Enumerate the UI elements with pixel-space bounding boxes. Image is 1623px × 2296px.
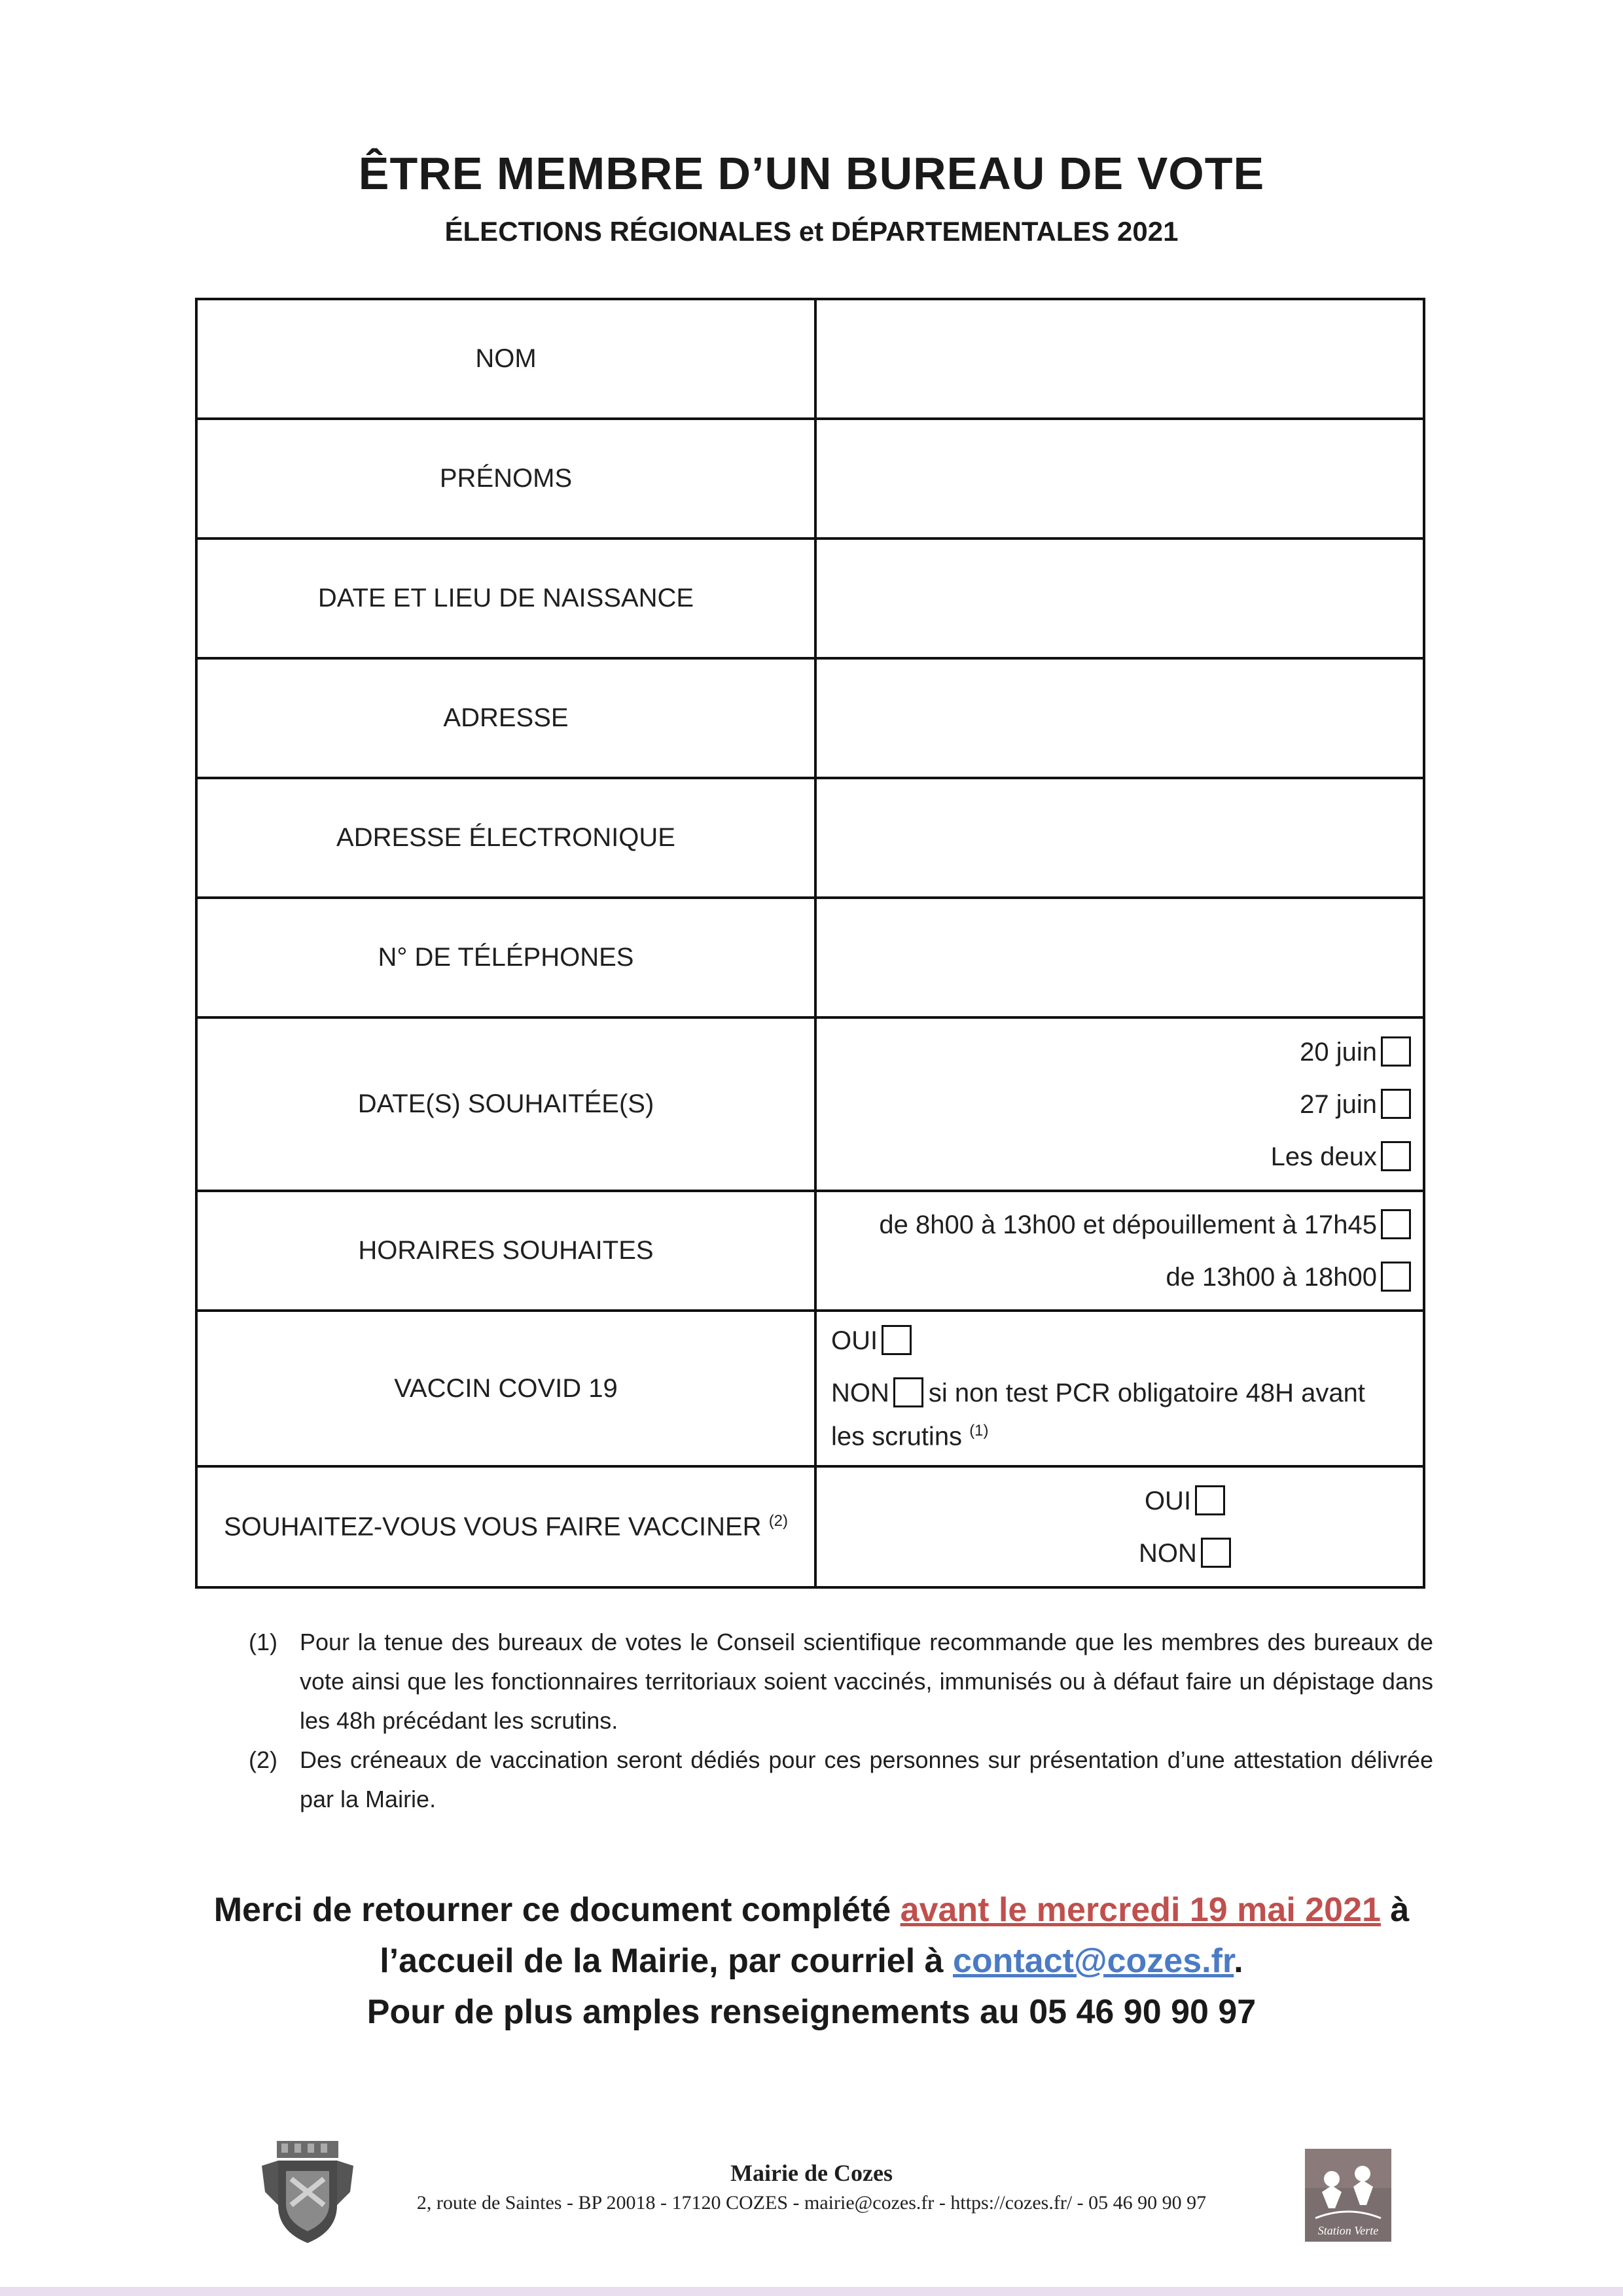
checkbox-horaire-matin[interactable] [1381,1209,1411,1239]
row-prenoms [196,419,1424,539]
field-adresse[interactable] [815,658,1424,778]
faire-vacciner-options [815,1466,1424,1587]
checkbox-horaire-apres-midi[interactable] [1381,1262,1411,1292]
label-naissance: DATE ET LIEU DE NAISSANCE [196,539,815,658]
field-nom[interactable] [815,299,1424,419]
row-dates [196,1017,1424,1191]
dates-options [815,1017,1424,1191]
footnote-ref-2: (2) [768,1511,789,1530]
date-option-27-juin: 27 juin [817,1078,1411,1131]
faire-non-option: NON [948,1527,1422,1580]
label-vaccin: VACCIN COVID 19 [196,1311,815,1466]
closing-line-1: Merci de retourner ce document complété avant le mercredi 19 mai 2021 à [213,1891,1410,1929]
closing-line-2: l’accueil de la Mairie, par courriel à contact@cozes.fr. [380,1942,1243,1980]
horaire-option-matin: de 8h00 à 13h00 et dépouillement à 17h45 [817,1199,1411,1251]
deadline-text: avant le mercredi 19 mai 2021 [900,1891,1381,1929]
checkbox-vaccin-non[interactable] [893,1377,923,1407]
field-telephones[interactable] [815,898,1424,1017]
label-faire-vacciner: SOUHAITEZ-VOUS VOUS FAIRE VACCINER $^{(2)}$ [196,1466,815,1587]
label-email: ADRESSE ÉLECTRONIQUE [196,778,815,898]
horaire-option-apres-midi: de 13h00 à 18h00 [817,1251,1411,1303]
label-telephones: N° DE TÉLÉPHONES [196,898,815,1017]
footnote-1: (1) Pour la tenue des bureaux de votes le Conseil scientifique recommande que les membres des bureaux de vote ainsi que les fonctionnaires territoriaux soient vaccinés, immunisés ou à défaut faire un dépistage dans les 48h précédant les scrutins. [249,1629,1433,1734]
row-vaccin [196,1311,1424,1466]
field-email[interactable] [815,778,1424,898]
row-telephones [196,898,1424,1017]
field-naissance[interactable] [815,539,1424,658]
page-bottom-edge [0,2287,1623,2296]
row-email [196,778,1424,898]
station-verte-logo [1302,2146,1394,2248]
checkbox-20-juin[interactable] [1381,1036,1411,1067]
row-horaires [196,1191,1424,1311]
footer-organization: Mairie de Cozes [730,2160,893,2186]
registration-form-table [195,298,1425,1589]
label-nom: NOM [196,299,815,419]
closing-message [0,1884,1623,2038]
closing-line-3: Pour de plus amples renseignements au 05 46 90 90 97 [366,1993,1257,2031]
checkbox-vaccin-oui[interactable] [882,1325,912,1355]
vaccin-non-text: si non test PCR obligatoire 48H avant les scrutins [831,1378,1365,1451]
checkbox-faire-non[interactable] [1201,1538,1231,1568]
row-faire-vacciner [196,1466,1424,1587]
svg-text:Station Verte: Station Verte [1317,2224,1379,2237]
label-adresse: ADRESSE [196,658,815,778]
label-dates: DATE(S) SOUHAITÉE(S) [196,1017,815,1191]
footnotes [249,1623,1433,1819]
page-subtitle: ÉLECTIONS RÉGIONALES et DÉPARTEMENTALES 2021 [444,216,1179,247]
horaires-options [815,1191,1424,1311]
checkbox-27-juin[interactable] [1381,1089,1411,1119]
page-title: ÊTRE MEMBRE D’UN BUREAU DE VOTE [358,148,1265,199]
field-prenoms[interactable] [815,419,1424,539]
vaccin-oui-option: OUI [831,1322,1390,1360]
checkbox-faire-oui[interactable] [1195,1485,1225,1515]
date-option-20-juin: 20 juin [817,1026,1411,1078]
footer-address: 2, route de Saintes - BP 20018 - 17120 COZES - mairie@cozes.fr - https://cozes.fr/ - 05 46 90 90 97 [416,2192,1207,2214]
footnote-ref-1: (1) [969,1421,989,1439]
label-prenoms: PRÉNOMS [196,419,815,539]
row-adresse [196,658,1424,778]
date-option-les-deux: Les deux [817,1131,1411,1183]
footnote-2: (2) Des créneaux de vaccination seront dédiés pour ces personnes sur présentation d’une attestation délivrée par la Mairie. [249,1746,1433,1812]
row-naissance [196,539,1424,658]
vaccin-options [815,1311,1424,1466]
row-nom [196,299,1424,419]
vaccin-non-option: NON si non test PCR obligatoire 48H avant les scrutins $^{(1)}$ [831,1378,1365,1451]
checkbox-les-deux[interactable] [1381,1141,1411,1171]
contact-email-link[interactable]: contact@cozes.fr [953,1942,1234,1980]
faire-oui-option: OUI [948,1475,1422,1527]
label-horaires: HORAIRES SOUHAITES [196,1191,815,1311]
